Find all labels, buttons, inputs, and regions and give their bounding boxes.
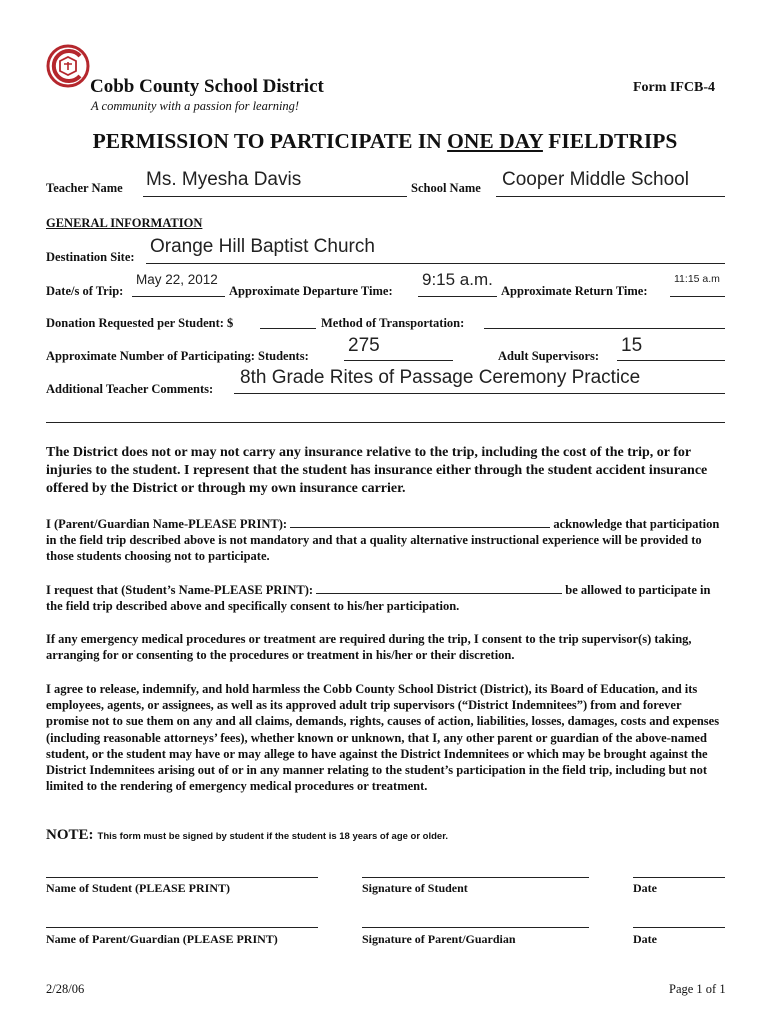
comments-label: Additional Teacher Comments: (46, 382, 214, 396)
comments-line-2[interactable] (46, 422, 725, 423)
parent-name-blank[interactable] (290, 517, 550, 528)
transport-line[interactable] (484, 328, 725, 329)
page-title (0, 129, 770, 154)
emergency-paragraph: If any emergency medical procedures or treatment are required during the trip, I consent to the trip supervisor(s) taking, arranging for or consenting to the procedures or treatment in his/her or their discretion. (46, 632, 692, 663)
parent-date-line[interactable] (633, 927, 725, 928)
parent-ack-paragraph (46, 516, 726, 565)
title-emphasis: ONE DAY (447, 129, 543, 153)
footer-date: 2/28/06 (46, 982, 85, 996)
students-line (344, 360, 453, 361)
return-label: Approximate Return Time: (501, 284, 648, 298)
dates-value[interactable]: May 22, 2012 (136, 272, 218, 287)
donation-line[interactable] (260, 328, 316, 329)
school-value[interactable]: Cooper Middle School (502, 169, 689, 190)
destination-line (146, 263, 725, 264)
title-before: PERMISSION TO PARTICIPATE IN (92, 129, 448, 153)
destination-value[interactable]: Orange Hill Baptist Church (150, 236, 375, 257)
departure-label: Approximate Departure Time: (229, 284, 393, 298)
supervisors-value[interactable]: 15 (621, 335, 643, 356)
title-after: FIELDTRIPS (542, 129, 678, 153)
parent-signature-line[interactable] (362, 927, 589, 928)
teacher-value[interactable]: Ms. Myesha Davis (146, 169, 302, 190)
parent-ack-end: acknowledge that (553, 517, 647, 531)
donation-label: Donation Requested per Student: $ (46, 316, 234, 330)
form-id: Form IFCB-4 (633, 80, 716, 95)
student-request-start: I request that (Student’s Name-PLEASE PRINT): (46, 583, 314, 597)
destination-label: Destination Site: (46, 250, 135, 264)
comments-value[interactable]: 8th Grade Rites of Passage Ceremony Practice (240, 367, 641, 388)
students-value[interactable]: 275 (348, 335, 380, 356)
student-date-line[interactable] (633, 877, 725, 878)
insurance-paragraph: The District does not or may not carry any insurance relative to the trip, including the cost of the trip, or for injuries to the student. I represent that the student has insurance either through the student accident insurance offered by the District or through my own insurance carrier. (46, 445, 708, 496)
teacher-label: Teacher Name (46, 181, 123, 195)
release-paragraph: I agree to release, indemnify, and hold harmless the Cobb County School District (District), its Board of Education, and its employees, agents, or assignees, as well as its approved adult trip supervisors (“District Indemnitees”) from and forever promise not to sue them on any and all claims, demands, rights, causes of action, liabilities, losses, damages, costs and expenses (including reasonable attorneys’ fees), whether known or unknown, that I, any other parent or guardian of the above-named student, or the student may have or may allege to have against the District Indemnitees or which may be brought against the District Indemnitees arising out of or in any manner relating to the student’s participation in the field trip, including but not limited to the rendering of emergency medical procedures or treatment. (46, 682, 720, 794)
supervisors-line (617, 360, 725, 361)
note-label: NOTE: (46, 827, 94, 843)
dates-line (132, 296, 225, 297)
district-name: Cobb County School District (90, 76, 324, 97)
return-value[interactable]: 11:15 a.m (674, 273, 720, 285)
parent-ack-start: I (Parent/Guardian Name-PLEASE PRINT): (46, 517, 288, 531)
student-name-line[interactable] (46, 877, 318, 878)
student-signature-label: Signature of Student (362, 881, 468, 895)
district-logo (46, 44, 90, 88)
teacher-line (143, 196, 407, 197)
district-tagline: A community with a passion for learning! (91, 99, 300, 113)
footer-page: Page 1 of 1 (669, 982, 726, 996)
parent-ack-rest: participation in the field trip described above is not mandatory and that a quality alternative instructional experience will be provided to those students choosing not to participate. (46, 517, 720, 564)
note (46, 826, 448, 844)
student-request-paragraph (46, 582, 726, 614)
departure-value[interactable]: 9:15 a.m. (422, 270, 493, 289)
student-signature-line[interactable] (362, 877, 589, 878)
departure-line (418, 296, 497, 297)
student-name-label: Name of Student (PLEASE PRINT) (46, 881, 231, 895)
comments-line (234, 393, 725, 394)
students-label: Approximate Number of Participating: Students: (46, 349, 309, 363)
student-date-label: Date (633, 881, 657, 895)
student-request-rest: participate in the field trip described above and specifically consent to his/her participation. (46, 583, 711, 614)
return-line (670, 296, 725, 297)
student-name-blank[interactable] (316, 583, 562, 594)
transport-label: Method of Transportation: (321, 316, 465, 330)
parent-name-line[interactable] (46, 927, 318, 928)
school-line (496, 196, 725, 197)
dates-label: Date/s of Trip: (46, 284, 124, 298)
note-text: This form must be signed by student if the student is 18 years of age or older. (97, 831, 449, 842)
parent-signature-label: Signature of Parent/Guardian (362, 932, 516, 946)
parent-date-label: Date (633, 932, 657, 946)
parent-name-label: Name of Parent/Guardian (PLEASE PRINT) (46, 932, 278, 946)
general-info-heading: GENERAL INFORMATION (46, 216, 203, 230)
student-request-end: be allowed to (565, 583, 636, 597)
supervisors-label: Adult Supervisors: (498, 349, 600, 363)
school-label: School Name (411, 181, 481, 195)
